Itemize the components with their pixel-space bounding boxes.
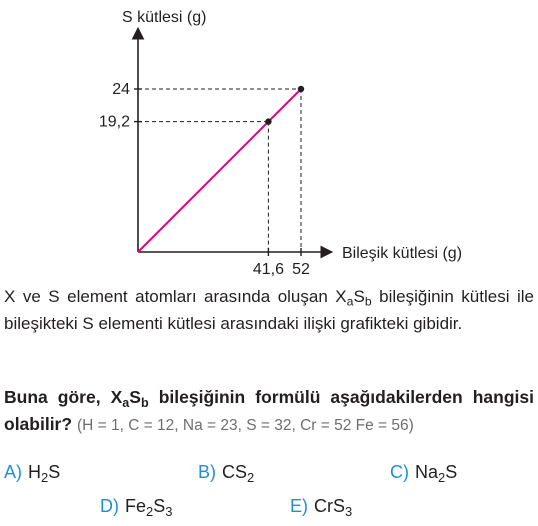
option-c[interactable]: C) $Na_2S$ — [390, 462, 458, 485]
x-tick-label-1: 52 — [292, 261, 310, 278]
y-tick-label-0: 19,2 — [98, 113, 130, 131]
option-d[interactable]: D) $Fe_2S_3$ — [100, 496, 173, 519]
series-line — [138, 89, 301, 252]
x-tick-label-0: 41,6 — [252, 261, 284, 278]
y-axis-label: S kütlesi (g) — [122, 9, 207, 26]
data-point-1 — [298, 86, 304, 92]
option-a[interactable]: A) $H_2S$ — [4, 462, 61, 485]
question: Buna göre, $X_aS_b$ bileşiğinin formülü aşağıdakilerden hangisi olabilir? (H = 1, C = 12, Na = 23, S = 32, Cr = 52 Fe = 56) — [4, 387, 534, 434]
data-point-0 — [265, 118, 271, 124]
problem-statement: X ve S element atomları arasında oluşan $X_aS_b$ bileşiğinin kütlesi ile bileşikteki S elementi kütlesi arasındaki ilişki grafikteki gibidir. — [4, 287, 534, 333]
x-axis-label: Bileşik kütlesi (g) — [342, 245, 463, 262]
y-tick-label-1: 24 — [112, 81, 130, 98]
option-b[interactable]: B) $CS_2$ — [198, 462, 255, 485]
option-e[interactable]: E) CrS$_3$ — [290, 496, 353, 519]
atomic-masses: (H = 1, C = 12, Na = 23, S = 32, Cr = 52 Fe = 56) — [76, 417, 414, 434]
